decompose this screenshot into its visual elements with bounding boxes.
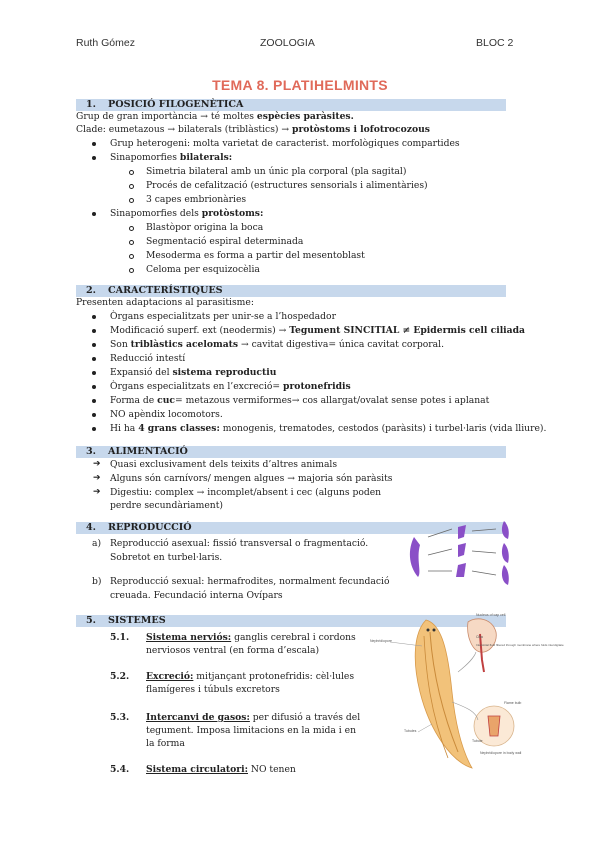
s5-item-1: Sistema nerviós: ganglis cerebral i cordons: [146, 632, 356, 643]
header-subject: ZOOLOGIA: [260, 37, 315, 49]
arrow-bullet-icon: ➔: [93, 487, 101, 497]
s2-item: Expansió del sistema reproductiu: [110, 367, 277, 378]
svg-text:Cilia: Cilia: [476, 635, 483, 639]
s5-item-2: Excreció: mitjançant protonefridis: cèl·lules: [146, 671, 355, 682]
s2-item: Reducció intestí: [110, 353, 186, 364]
s5-num: 5.1.: [110, 632, 130, 643]
s1-bullet3: Sinapomorfies dels protòstoms:: [110, 208, 264, 219]
section-3-heading: 3. ALIMENTACIÓ: [76, 446, 506, 458]
sub-bullet-icon: [129, 240, 134, 245]
s1-line1: Grup de gran importància → té moltes espècies paràsites.: [76, 111, 354, 122]
section-2-heading: 2. CARACTERÍSTIQUES: [76, 285, 506, 297]
sub-bullet-icon: [129, 184, 134, 189]
s1-sub-item: Mesoderma es forma a partir del mesentoblast: [146, 250, 365, 261]
svg-text:Tubules: Tubules: [404, 729, 417, 733]
fragment-shape: [458, 543, 466, 557]
sub-bullet-icon: [129, 254, 134, 259]
s2-intro: Presenten adaptacions al parasitisme:: [76, 297, 254, 308]
s2-item: Hi ha 4 grans classes: monogenis, trematodes, cestodos (paràsits) i turbel·laris (vida lliure).: [110, 423, 547, 434]
regenerated-worm-shape: [502, 565, 509, 585]
s1-bullet1: Grup heterogeni: molta varietat de caracterist. morfològiques compartides: [110, 138, 460, 149]
bullet-icon: [92, 156, 96, 160]
bullet-icon: [92, 399, 96, 403]
section-1-heading: 1. POSICIÓ FILOGENÈTICA: [76, 99, 506, 111]
s5-item-3-cont: la forma: [146, 738, 185, 749]
s5-item-2-cont: flamígeres i túbuls excretors: [146, 684, 280, 695]
s4-a-line1: Reproducció asexual: fissió transversal o fragmentació.: [110, 538, 369, 549]
s1-sub-item: Blastòpor origina la boca: [146, 222, 264, 233]
bullet-icon: [92, 329, 96, 333]
bullet-icon: [92, 371, 96, 375]
sub-bullet-icon: [129, 198, 134, 203]
section-5-heading: 5. SISTEMES: [76, 615, 506, 627]
s3-item: Digestiu: complex → incomplet/absent i cec (alguns poden: [110, 487, 382, 498]
s2-item: Son triblàstics acelomats → cavitat digestiva= única cavitat corporal.: [110, 339, 444, 350]
s5-item-3: Intercanvi de gasos: per difusió a través del: [146, 712, 361, 723]
bullet-icon: [92, 427, 96, 431]
regenerated-worm-shape: [502, 521, 509, 539]
fragment-shape: [456, 563, 466, 577]
s5-num: 5.2.: [110, 671, 130, 682]
s5-num: 5.4.: [110, 764, 130, 775]
svg-text:Interstitial fluid filtered th: Interstitial fluid filtered through membrane where folds interdigitate: [476, 643, 564, 647]
header-block: BLOC 2: [476, 37, 514, 49]
page-title: TEMA 8. PLATIHELMINTS: [212, 77, 388, 93]
s1-sub-item: Segmentació espiral determinada: [146, 236, 304, 247]
sub-bullet-icon: [129, 226, 134, 231]
s4-b-line2: creuada. Fecundació interna Ovípars: [110, 590, 283, 601]
s2-item: NO apèndix locomotors.: [110, 409, 223, 420]
s3-item-cont: perdre secundàriament): [110, 500, 223, 511]
s1-line2: Clade: eumetazous → bilaterals (triblàstics) → protòstoms i lofotrocozous: [76, 124, 430, 135]
s1-sub-item: Celoma per esquizocèlia: [146, 264, 260, 275]
fission-figure: [400, 515, 520, 590]
section-4-heading: 4. REPRODUCCIÓ: [76, 522, 506, 534]
s5-num: 5.3.: [110, 712, 130, 723]
s2-item: Modificació superf. ext (neodermis) → Tegument SINCITIAL ≠ Epidermis cell ciliada: [110, 325, 526, 336]
bullet-icon: [92, 142, 96, 146]
regenerated-worm-shape: [502, 543, 509, 563]
s3-item: Alguns són carnívors/ mengen algues → majoria són paràsits: [110, 473, 393, 484]
bullet-icon: [92, 315, 96, 319]
svg-text:Nephridiopore: Nephridiopore: [370, 639, 392, 643]
sub-bullet-icon: [129, 170, 134, 175]
bullet-icon: [92, 343, 96, 347]
sub-bullet-icon: [129, 268, 134, 273]
bullet-icon: [92, 413, 96, 417]
s1-sub-item: Procés de cefalització (estructures sensorials i alimentàries): [146, 180, 428, 191]
svg-text:Flame bulb: Flame bulb: [504, 701, 522, 705]
arrow-bullet-icon: ➔: [93, 459, 101, 469]
s1-sub-item: Simetria bilateral amb un únic pla corporal (pla sagital): [146, 166, 407, 177]
s5-item-4: Sistema circulatori: NO tenen: [146, 764, 296, 775]
arrow-bullet-icon: ➔: [93, 473, 101, 483]
s3-item: Quasi exclusivament dels teixits d’altres animals: [110, 459, 338, 470]
s1-sub-item: 3 capes embrionàries: [146, 194, 247, 205]
list-marker: a): [92, 538, 102, 549]
s2-item: Forma de cuc= metazous vermiformes→ cos allargat/ovalat sense potes i aplanat: [110, 395, 490, 406]
svg-text:Tubule: Tubule: [472, 739, 483, 743]
svg-text:Nephridiopore in body wall: Nephridiopore in body wall: [480, 751, 522, 755]
s5-item-1-cont: nerviosos ventral (en forma d’escala): [146, 645, 320, 656]
bullet-icon: [92, 212, 96, 216]
header-author: Ruth Gómez: [76, 37, 135, 49]
list-marker: b): [92, 576, 102, 587]
protonephridia-figure: [368, 612, 564, 772]
s2-item: Òrgans especialitzats en l’excreció= protonefridis: [110, 381, 351, 392]
s5-item-3-cont: tegument. Imposa limitacions en la mida i en: [146, 725, 357, 736]
s4-b-line1: Reproducció sexual: hermafrodites, normalment fecundació: [110, 576, 390, 587]
fragment-shape: [458, 525, 466, 539]
svg-text:Nucleus of cap cell: Nucleus of cap cell: [476, 613, 506, 617]
s1-bullet2: Sinapomorfies bilaterals:: [110, 152, 233, 163]
s4-a-line2: Sobretot en turbel·laris.: [110, 552, 223, 563]
bullet-icon: [92, 385, 96, 389]
bullet-icon: [92, 357, 96, 361]
worm-shape: [410, 537, 420, 577]
s2-item: Òrgans especialitzats per unir-se a l’hospedador: [110, 311, 336, 322]
